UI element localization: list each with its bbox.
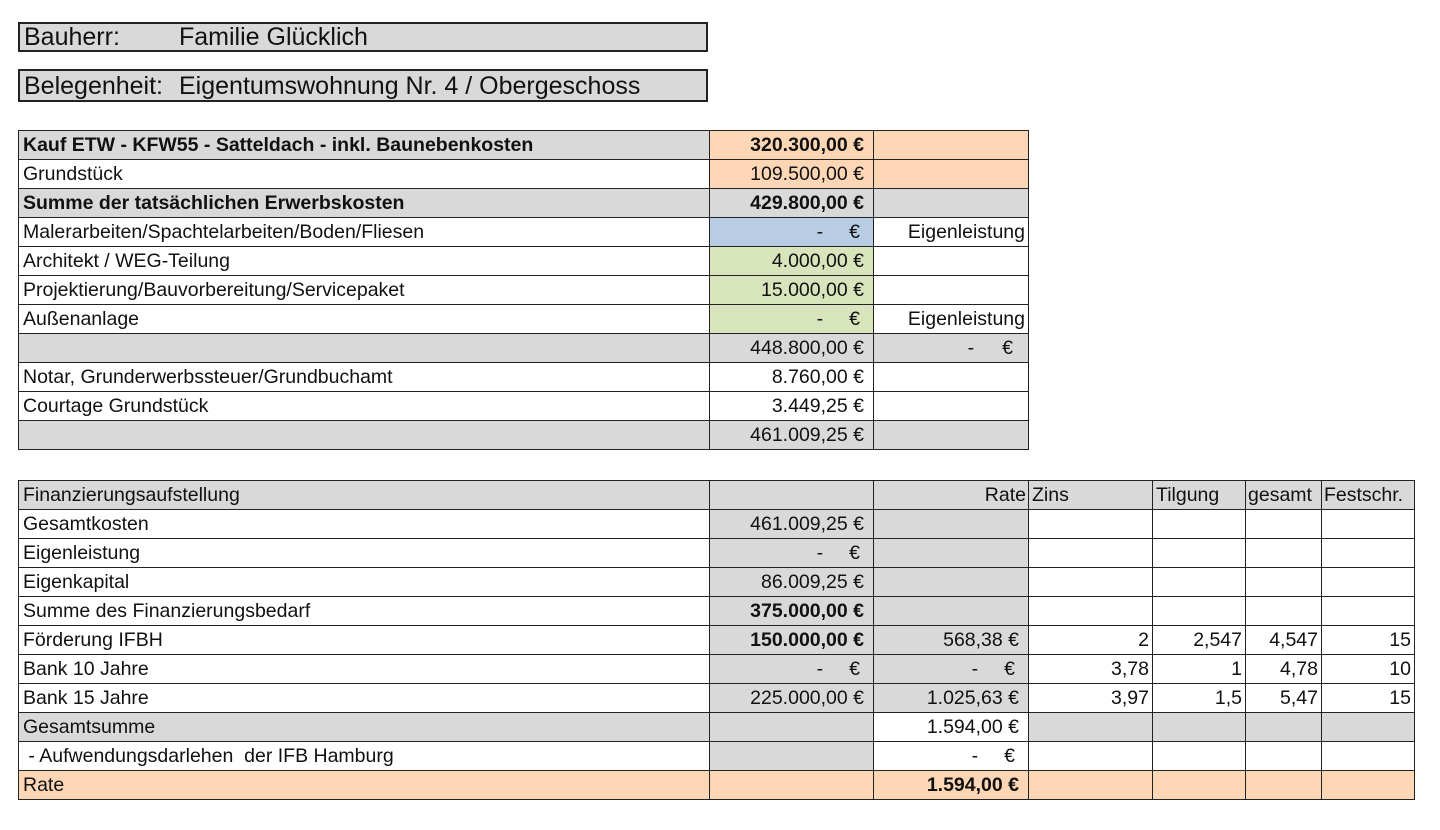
table-row [19, 334, 1029, 363]
table-row [19, 713, 1415, 742]
finance-amount: 375.000,00 € [710, 597, 874, 626]
currency-mark: € [849, 541, 860, 564]
finance-label: - Aufwendungsdarlehen der IFB Hamburg [19, 742, 710, 771]
finance-festschr [1322, 568, 1415, 597]
cost-note [874, 160, 1029, 189]
finance-gesamt: 5,47 [1246, 684, 1322, 713]
cost-value [710, 218, 874, 247]
cost-table [18, 130, 1029, 450]
finance-gesamt [1246, 742, 1322, 771]
cost-label: Architekt / WEG-Teilung [19, 247, 710, 276]
cost-value: 448.800,00 € [710, 334, 874, 363]
finance-rate: 1.025,63 € [874, 684, 1029, 713]
table-row [19, 189, 1029, 218]
cost-label [19, 334, 710, 363]
table-row [19, 684, 1415, 713]
finance-gesamt [1246, 713, 1322, 742]
table-row [19, 568, 1415, 597]
finance-festschr [1322, 771, 1415, 800]
header-tilgung: Tilgung [1153, 481, 1246, 510]
finance-rate [874, 655, 1029, 684]
table-row [19, 131, 1029, 160]
currency-mark: € [1004, 744, 1015, 767]
cost-note [874, 189, 1029, 218]
cost-note [874, 131, 1029, 160]
cost-value: 461.009,25 € [710, 421, 874, 450]
finance-rate: 568,38 € [874, 626, 1029, 655]
table-row [19, 771, 1415, 800]
finance-gesamt [1246, 568, 1322, 597]
bauherr-box [18, 22, 708, 52]
cost-value [710, 305, 874, 334]
finance-amount: 150.000,00 € [710, 626, 874, 655]
cost-label: Außenanlage [19, 305, 710, 334]
table-row [19, 626, 1415, 655]
table-row [19, 305, 1029, 334]
finance-rate: 1.594,00 € [874, 713, 1029, 742]
finance-amount [710, 713, 874, 742]
finance-festschr [1322, 742, 1415, 771]
header-amount [710, 481, 874, 510]
table-row [19, 363, 1029, 392]
finance-label: Rate [19, 771, 710, 800]
finance-gesamt: 4,78 [1246, 655, 1322, 684]
finance-gesamt: 4,547 [1246, 626, 1322, 655]
table-row [19, 539, 1415, 568]
table-row [19, 247, 1029, 276]
cost-label [19, 421, 710, 450]
dash-mark: - [816, 657, 824, 680]
finance-festschr: 10 [1322, 655, 1415, 684]
finance-zins [1029, 597, 1153, 626]
table-row [19, 160, 1029, 189]
finance-festschr: 15 [1322, 684, 1415, 713]
finance-zins [1029, 539, 1153, 568]
dash-mark: - [967, 336, 975, 359]
finance-festschr [1322, 597, 1415, 626]
cost-note: Eigenleistung [874, 305, 1029, 334]
cost-note: Eigenleistung [874, 218, 1029, 247]
currency-mark: € [1002, 336, 1013, 359]
finance-rate [874, 742, 1029, 771]
finance-amount: 225.000,00 € [710, 684, 874, 713]
finance-tilgung [1153, 510, 1246, 539]
bauherr-value: Familie Glücklich [179, 23, 368, 51]
cost-label: Summe der tatsächlichen Erwerbskosten [19, 189, 710, 218]
finance-amount [710, 771, 874, 800]
finance-label: Bank 15 Jahre [19, 684, 710, 713]
finance-amount [710, 655, 874, 684]
table-row [19, 276, 1029, 305]
belegenheit-value: Eigentumswohnung Nr. 4 / Obergeschoss [179, 72, 641, 100]
finance-table [18, 480, 1415, 800]
cost-value: 429.800,00 € [710, 189, 874, 218]
cost-label: Grundstück [19, 160, 710, 189]
table-row [19, 597, 1415, 626]
finance-rate [874, 510, 1029, 539]
belegenheit-label: Belegenheit: [24, 72, 164, 100]
finance-title: Finanzierungsaufstellung [19, 481, 710, 510]
cost-note [874, 392, 1029, 421]
table-row [19, 510, 1415, 539]
dash-mark: - [816, 307, 824, 330]
finance-tilgung [1153, 597, 1246, 626]
finance-zins [1029, 568, 1153, 597]
bauherr-label: Bauherr: [24, 23, 120, 51]
table-row [19, 742, 1415, 771]
finance-amount: 461.009,25 € [710, 510, 874, 539]
finance-amount: 86.009,25 € [710, 568, 874, 597]
currency-mark: € [1004, 657, 1015, 680]
cost-value: 109.500,00 € [710, 160, 874, 189]
header-festschr: Festschr. [1322, 481, 1415, 510]
cost-note [874, 276, 1029, 305]
finance-rate [874, 597, 1029, 626]
cost-value: 320.300,00 € [710, 131, 874, 160]
finance-tilgung: 1 [1153, 655, 1246, 684]
header-gesamt: gesamt [1246, 481, 1322, 510]
header-rate: Rate [874, 481, 1029, 510]
cost-note [874, 363, 1029, 392]
finance-zins [1029, 771, 1153, 800]
finance-zins [1029, 510, 1153, 539]
cost-value: 15.000,00 € [710, 276, 874, 305]
table-row [19, 392, 1029, 421]
finance-tilgung [1153, 742, 1246, 771]
finance-label: Summe des Finanzierungsbedarf [19, 597, 710, 626]
finance-festschr [1322, 539, 1415, 568]
currency-mark: € [849, 220, 860, 243]
finance-tilgung: 2,547 [1153, 626, 1246, 655]
dash-mark: - [971, 657, 979, 680]
finance-tilgung: 1,5 [1153, 684, 1246, 713]
finance-tilgung [1153, 713, 1246, 742]
cost-note [874, 247, 1029, 276]
table-header-row [19, 481, 1415, 510]
finance-zins: 3,97 [1029, 684, 1153, 713]
header-zins: Zins [1029, 481, 1153, 510]
finance-tilgung [1153, 771, 1246, 800]
finance-gesamt [1246, 771, 1322, 800]
finance-amount [710, 742, 874, 771]
cost-value: 3.449,25 € [710, 392, 874, 421]
finance-label: Gesamtkosten [19, 510, 710, 539]
finance-rate [874, 539, 1029, 568]
finance-label: Eigenleistung [19, 539, 710, 568]
finance-tilgung [1153, 539, 1246, 568]
cost-note [874, 334, 1029, 363]
cost-label: Projektierung/Bauvorbereitung/Servicepaket [19, 276, 710, 305]
finance-zins: 3,78 [1029, 655, 1153, 684]
table-row [19, 421, 1029, 450]
cost-value: 4.000,00 € [710, 247, 874, 276]
finance-festschr: 15 [1322, 626, 1415, 655]
cost-label: Malerarbeiten/Spachtelarbeiten/Boden/Fliesen [19, 218, 710, 247]
cost-label: Kauf ETW - KFW55 - Satteldach - inkl. Baunebenkosten [19, 131, 710, 160]
cost-value: 8.760,00 € [710, 363, 874, 392]
dash-mark: - [971, 744, 979, 767]
currency-mark: € [849, 307, 860, 330]
finance-label: Eigenkapital [19, 568, 710, 597]
finance-amount [710, 539, 874, 568]
finance-rate [874, 568, 1029, 597]
finance-label: Förderung IFBH [19, 626, 710, 655]
cost-label: Notar, Grunderwerbssteuer/Grundbuchamt [19, 363, 710, 392]
finance-gesamt [1246, 539, 1322, 568]
finance-zins [1029, 742, 1153, 771]
finance-rate: 1.594,00 € [874, 771, 1029, 800]
currency-mark: € [849, 657, 860, 680]
cost-label: Courtage Grundstück [19, 392, 710, 421]
finance-zins: 2 [1029, 626, 1153, 655]
finance-label: Gesamtsumme [19, 713, 710, 742]
cost-note [874, 421, 1029, 450]
table-row [19, 655, 1415, 684]
finance-festschr [1322, 510, 1415, 539]
finance-gesamt [1246, 510, 1322, 539]
dash-mark: - [816, 541, 824, 564]
finance-gesamt [1246, 597, 1322, 626]
finance-zins [1029, 713, 1153, 742]
finance-festschr [1322, 713, 1415, 742]
finance-label: Bank 10 Jahre [19, 655, 710, 684]
table-row [19, 218, 1029, 247]
finance-tilgung [1153, 568, 1246, 597]
dash-mark: - [816, 220, 824, 243]
belegenheit-box [18, 69, 708, 102]
